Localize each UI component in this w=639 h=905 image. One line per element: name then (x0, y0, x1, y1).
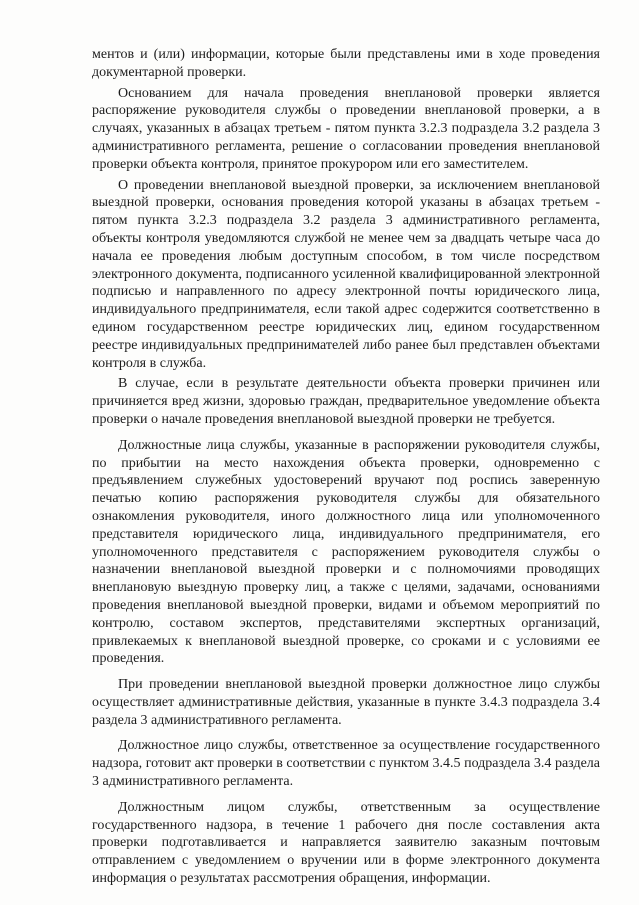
paragraph-results-notification: Должностным лицом службы, ответственным за осуществление государственного надзора, в течение 1 рабочего дня после составления акта проверки подготавливается и направляется заявителю заказным почтовым отправлением с уведомлением о вручении или в форме электронного документа информация о результатах рассмотрения обращения, информации. (92, 799, 600, 887)
paragraph-notification: О проведении внеплановой выездной проверки, за исключением внеплановой выездной проверки, основания проведения которой указаны в абзацах третьем - пятом пункта 3.2.3 подраздела 3.2 раздела 3 административного регламента, объекты контроля уведомляются службой не менее чем за двадцать четыре часа до начала ее проведения любым доступным способом, в том числе посредством электронного документа, подписанного усиленной квалифицированной электронной подписью и направленного по адресу электронной почты юридического лица, индивидуального предпринимателя, если такой адрес содержится соответственно в едином государственном реестре юридических лиц, едином государственном реестре индивидуальных предпринимателей либо ранее был представлен объектами контроля в служба. (92, 177, 600, 371)
paragraph-continuation: ментов и (или) информации, которые были представлены ими в ходе проведения документарной проверки. (92, 47, 600, 80)
paragraph-harm-case: В случае, если в результате деятельности объекта проверки причинен или причиняется вред жизни, здоровью граждан, предварительное уведомление объекта проверки о начале проведения внеплановой выездной проверки не требуется. (92, 376, 600, 427)
paragraph-basis-for-inspection: Основанием для начала проведения внеплановой проверки является распоряжение руководителя службы о проведении внеплановой проверки, а в случаях, указанных в абзацах третьем - пятом пункта 3.2.3 подраздела 3.2 раздела 3 административного регламента, решение о согласовании проведения внеплановой проверки объекта контроля, принятое прокурором или его заместителем. (92, 85, 600, 172)
paragraph-officials-arrival: Должностные лица службы, указанные в распоряжении руководителя службы, по прибытии на место нахождения объекта проверки, одновременно с предъявлением служебных удостоверений вручают под роспись заверенную печатью копию распоряжения руководителя службы для обязательного ознакомления руководителя, иного должностного лица или уполномоченного представителя юридического лица, индивидуального предпринимателя, его уполномоченного представителя с распоряжением руководителя службы о назначении внеплановой выездной проверки и с полномочиями проводящих внеплановую выездную проверку лиц, а также с целями, задачами, основаниями проведения внеплановой выездной проверки, видами и объемом мероприятий по контролю, составом экспертов, представителями экспертных организаций, привлекаемых к внеплановой выездной проверке, со сроками и с условиями ее проведения. (92, 437, 600, 667)
paragraph-inspection-act: Должностное лицо службы, ответственное за осуществление государственного надзора, готовит акт проверки в соответствии с пунктом 3.4.5 подраздела 3.4 раздела 3 административного регламента. (92, 738, 600, 790)
paragraph-administrative-actions: При проведении внеплановой выездной проверки должностное лицо службы осуществляет административные действия, указанные в пункте 3.4.3 подраздела 3.4 раздела 3 административного регламента. (92, 677, 600, 728)
document-body (92, 46, 600, 891)
